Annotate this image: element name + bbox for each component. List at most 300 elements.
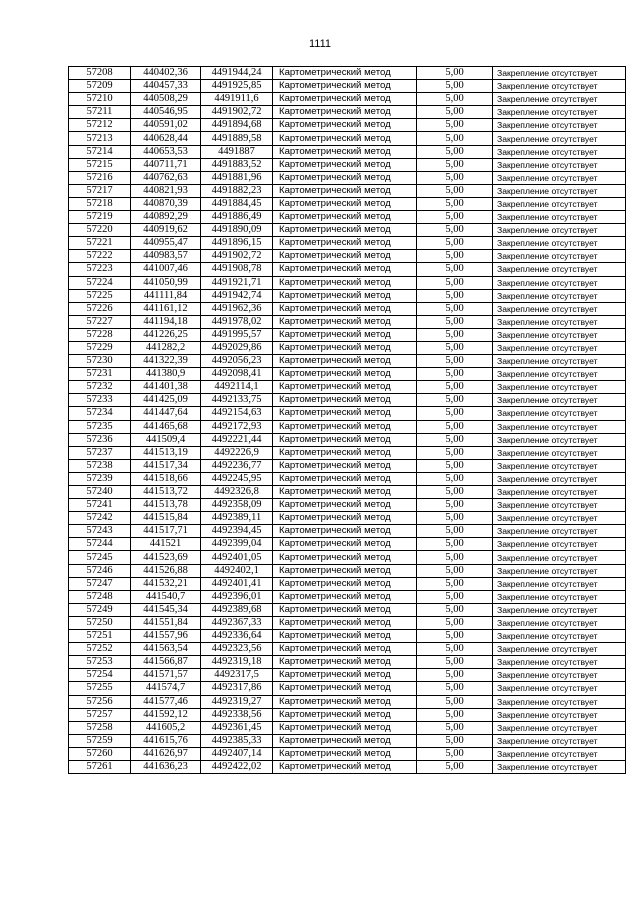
y-coordinate-cell: 4491884,45: [201, 197, 273, 210]
y-coordinate-cell: 4492319,18: [201, 656, 273, 669]
fixing-note-cell: Закрепление отсутствует: [493, 263, 626, 276]
method-cell: Картометрический метод: [273, 315, 417, 328]
y-coordinate-cell: 4492361,45: [201, 721, 273, 734]
point-number-cell: 57254: [69, 669, 131, 682]
accuracy-cell: 5,00: [417, 512, 493, 525]
point-number-cell: 57253: [69, 656, 131, 669]
fixing-note-cell: Закрепление отсутствует: [493, 355, 626, 368]
y-coordinate-cell: 4492319,27: [201, 695, 273, 708]
fixing-note-cell: Закрепление отсутствует: [493, 564, 626, 577]
point-number-cell: 57230: [69, 355, 131, 368]
fixing-note-cell: Закрепление отсутствует: [493, 171, 626, 184]
x-coordinate-cell: 440711,71: [131, 158, 201, 171]
point-number-cell: 57216: [69, 171, 131, 184]
x-coordinate-cell: 441626,97: [131, 747, 201, 760]
point-number-cell: 57215: [69, 158, 131, 171]
x-coordinate-cell: 441574,7: [131, 682, 201, 695]
x-coordinate-cell: 441540,7: [131, 590, 201, 603]
x-coordinate-cell: 441517,71: [131, 525, 201, 538]
y-coordinate-cell: 4492358,09: [201, 499, 273, 512]
accuracy-cell: 5,00: [417, 211, 493, 224]
y-coordinate-cell: 4491911,6: [201, 93, 273, 106]
x-coordinate-cell: 441545,34: [131, 603, 201, 616]
y-coordinate-cell: 4491978,02: [201, 315, 273, 328]
fixing-note-cell: Закрепление отсутствует: [493, 695, 626, 708]
table-row: [69, 512, 626, 525]
point-number-cell: 57237: [69, 446, 131, 459]
method-cell: Картометрический метод: [273, 499, 417, 512]
fixing-note-cell: Закрепление отсутствует: [493, 747, 626, 760]
point-number-cell: 57210: [69, 93, 131, 106]
point-number-cell: 57234: [69, 407, 131, 420]
fixing-note-cell: Закрепление отсутствует: [493, 499, 626, 512]
y-coordinate-cell: 4492422,02: [201, 760, 273, 773]
point-number-cell: 57233: [69, 394, 131, 407]
fixing-note-cell: Закрепление отсутствует: [493, 551, 626, 564]
y-coordinate-cell: 4492394,45: [201, 525, 273, 538]
table-row: [69, 302, 626, 315]
coordinates-table-body: [69, 67, 626, 774]
x-coordinate-cell: 441515,84: [131, 512, 201, 525]
fixing-note-cell: Закрепление отсутствует: [493, 734, 626, 747]
point-number-cell: 57258: [69, 721, 131, 734]
accuracy-cell: 5,00: [417, 734, 493, 747]
point-number-cell: 57208: [69, 67, 131, 80]
point-number-cell: 57236: [69, 433, 131, 446]
table-row: [69, 184, 626, 197]
point-number-cell: 57228: [69, 328, 131, 341]
x-coordinate-cell: 441563,54: [131, 643, 201, 656]
fixing-note-cell: Закрепление отсутствует: [493, 237, 626, 250]
point-number-cell: 57217: [69, 184, 131, 197]
point-number-cell: 57249: [69, 603, 131, 616]
x-coordinate-cell: 441513,72: [131, 486, 201, 499]
method-cell: Картометрический метод: [273, 171, 417, 184]
fixing-note-cell: Закрепление отсутствует: [493, 394, 626, 407]
fixing-note-cell: Закрепление отсутствует: [493, 420, 626, 433]
y-coordinate-cell: 4491942,74: [201, 289, 273, 302]
accuracy-cell: 5,00: [417, 747, 493, 760]
x-coordinate-cell: 440821,93: [131, 184, 201, 197]
fixing-note-cell: Закрепление отсутствует: [493, 721, 626, 734]
method-cell: Картометрический метод: [273, 250, 417, 263]
fixing-note-cell: Закрепление отсутствует: [493, 302, 626, 315]
accuracy-cell: 5,00: [417, 184, 493, 197]
y-coordinate-cell: 4491925,85: [201, 80, 273, 93]
x-coordinate-cell: 441111,84: [131, 289, 201, 302]
y-coordinate-cell: 4491887: [201, 145, 273, 158]
table-row: [69, 525, 626, 538]
table-row: [69, 250, 626, 263]
x-coordinate-cell: 441282,2: [131, 341, 201, 354]
table-row: [69, 747, 626, 760]
fixing-note-cell: Закрепление отсутствует: [493, 158, 626, 171]
table-row: [69, 276, 626, 289]
table-row: [69, 171, 626, 184]
table-row: [69, 158, 626, 171]
point-number-cell: 57214: [69, 145, 131, 158]
accuracy-cell: 5,00: [417, 721, 493, 734]
accuracy-cell: 5,00: [417, 341, 493, 354]
table-row: [69, 433, 626, 446]
y-coordinate-cell: 4491883,52: [201, 158, 273, 171]
accuracy-cell: 5,00: [417, 132, 493, 145]
accuracy-cell: 5,00: [417, 381, 493, 394]
x-coordinate-cell: 441194,18: [131, 315, 201, 328]
table-row: [69, 355, 626, 368]
x-coordinate-cell: 441401,38: [131, 381, 201, 394]
accuracy-cell: 5,00: [417, 472, 493, 485]
y-coordinate-cell: 4491902,72: [201, 106, 273, 119]
y-coordinate-cell: 4491962,36: [201, 302, 273, 315]
point-number-cell: 57219: [69, 211, 131, 224]
table-row: [69, 486, 626, 499]
x-coordinate-cell: 441557,96: [131, 630, 201, 643]
table-row: [69, 682, 626, 695]
table-row: [69, 616, 626, 629]
point-number-cell: 57244: [69, 538, 131, 551]
y-coordinate-cell: 4492407,14: [201, 747, 273, 760]
point-number-cell: 57255: [69, 682, 131, 695]
method-cell: Картометрический метод: [273, 145, 417, 158]
y-coordinate-cell: 4491881,96: [201, 171, 273, 184]
table-row: [69, 420, 626, 433]
y-coordinate-cell: 4492396,01: [201, 590, 273, 603]
table-row: [69, 237, 626, 250]
method-cell: Картометрический метод: [273, 106, 417, 119]
fixing-note-cell: Закрепление отсутствует: [493, 512, 626, 525]
method-cell: Картометрический метод: [273, 472, 417, 485]
method-cell: Картометрический метод: [273, 564, 417, 577]
method-cell: Картометрический метод: [273, 158, 417, 171]
fixing-note-cell: Закрепление отсутствует: [493, 643, 626, 656]
point-number-cell: 57239: [69, 472, 131, 485]
method-cell: Картометрический метод: [273, 67, 417, 80]
accuracy-cell: 5,00: [417, 263, 493, 276]
fixing-note-cell: Закрепление отсутствует: [493, 760, 626, 773]
method-cell: Картометрический метод: [273, 197, 417, 210]
accuracy-cell: 5,00: [417, 630, 493, 643]
method-cell: Картометрический метод: [273, 577, 417, 590]
point-number-cell: 57220: [69, 224, 131, 237]
x-coordinate-cell: 440653,53: [131, 145, 201, 158]
fixing-note-cell: Закрепление отсутствует: [493, 145, 626, 158]
x-coordinate-cell: 440892,29: [131, 211, 201, 224]
method-cell: Картометрический метод: [273, 80, 417, 93]
x-coordinate-cell: 441615,76: [131, 734, 201, 747]
y-coordinate-cell: 4492029,86: [201, 341, 273, 354]
y-coordinate-cell: 4492401,05: [201, 551, 273, 564]
fixing-note-cell: Закрепление отсутствует: [493, 250, 626, 263]
point-number-cell: 57240: [69, 486, 131, 499]
point-number-cell: 57250: [69, 616, 131, 629]
x-coordinate-cell: 440402,36: [131, 67, 201, 80]
accuracy-cell: 5,00: [417, 93, 493, 106]
point-number-cell: 57221: [69, 237, 131, 250]
method-cell: Картометрический метод: [273, 381, 417, 394]
point-number-cell: 57211: [69, 106, 131, 119]
accuracy-cell: 5,00: [417, 616, 493, 629]
fixing-note-cell: Закрепление отсутствует: [493, 197, 626, 210]
method-cell: Картометрический метод: [273, 459, 417, 472]
table-row: [69, 643, 626, 656]
fixing-note-cell: Закрепление отсутствует: [493, 67, 626, 80]
point-number-cell: 57218: [69, 197, 131, 210]
method-cell: Картометрический метод: [273, 211, 417, 224]
accuracy-cell: 5,00: [417, 171, 493, 184]
method-cell: Картометрический метод: [273, 616, 417, 629]
method-cell: Картометрический метод: [273, 433, 417, 446]
fixing-note-cell: Закрепление отсутствует: [493, 119, 626, 132]
method-cell: Картометрический метод: [273, 302, 417, 315]
fixing-note-cell: Закрепление отсутствует: [493, 669, 626, 682]
x-coordinate-cell: 441425,09: [131, 394, 201, 407]
method-cell: Картометрический метод: [273, 643, 417, 656]
y-coordinate-cell: 4492172,93: [201, 420, 273, 433]
point-number-cell: 57242: [69, 512, 131, 525]
table-row: [69, 224, 626, 237]
y-coordinate-cell: 4491902,72: [201, 250, 273, 263]
y-coordinate-cell: 4492399,04: [201, 538, 273, 551]
y-coordinate-cell: 4492401,41: [201, 577, 273, 590]
accuracy-cell: 5,00: [417, 708, 493, 721]
method-cell: Картометрический метод: [273, 355, 417, 368]
point-number-cell: 57213: [69, 132, 131, 145]
y-coordinate-cell: 4492133,75: [201, 394, 273, 407]
table-row: [69, 67, 626, 80]
accuracy-cell: 5,00: [417, 486, 493, 499]
accuracy-cell: 5,00: [417, 603, 493, 616]
accuracy-cell: 5,00: [417, 394, 493, 407]
table-row: [69, 499, 626, 512]
point-number-cell: 57245: [69, 551, 131, 564]
method-cell: Картометрический метод: [273, 224, 417, 237]
x-coordinate-cell: 440870,39: [131, 197, 201, 210]
accuracy-cell: 5,00: [417, 224, 493, 237]
table-row: [69, 564, 626, 577]
point-number-cell: 57261: [69, 760, 131, 773]
method-cell: Картометрический метод: [273, 328, 417, 341]
method-cell: Картометрический метод: [273, 93, 417, 106]
table-row: [69, 315, 626, 328]
y-coordinate-cell: 4492245,95: [201, 472, 273, 485]
fixing-note-cell: Закрепление отсутствует: [493, 211, 626, 224]
fixing-note-cell: Закрепление отсутствует: [493, 682, 626, 695]
method-cell: Картометрический метод: [273, 669, 417, 682]
accuracy-cell: 5,00: [417, 407, 493, 420]
y-coordinate-cell: 4492098,41: [201, 368, 273, 381]
table-row: [69, 760, 626, 773]
y-coordinate-cell: 4492338,56: [201, 708, 273, 721]
fixing-note-cell: Закрепление отсутствует: [493, 341, 626, 354]
fixing-note-cell: Закрепление отсутствует: [493, 276, 626, 289]
x-coordinate-cell: 441513,19: [131, 446, 201, 459]
accuracy-cell: 5,00: [417, 80, 493, 93]
table-row: [69, 721, 626, 734]
y-coordinate-cell: 4491886,49: [201, 211, 273, 224]
y-coordinate-cell: 4492389,68: [201, 603, 273, 616]
table-row: [69, 328, 626, 341]
method-cell: Картометрический метод: [273, 512, 417, 525]
accuracy-cell: 5,00: [417, 446, 493, 459]
point-number-cell: 57235: [69, 420, 131, 433]
x-coordinate-cell: 441226,25: [131, 328, 201, 341]
x-coordinate-cell: 441380,9: [131, 368, 201, 381]
x-coordinate-cell: 440546,95: [131, 106, 201, 119]
point-number-cell: 57241: [69, 499, 131, 512]
accuracy-cell: 5,00: [417, 368, 493, 381]
x-coordinate-cell: 441566,87: [131, 656, 201, 669]
y-coordinate-cell: 4492114,1: [201, 381, 273, 394]
fixing-note-cell: Закрепление отсутствует: [493, 93, 626, 106]
y-coordinate-cell: 4491894,68: [201, 119, 273, 132]
method-cell: Картометрический метод: [273, 590, 417, 603]
y-coordinate-cell: 4492221,44: [201, 433, 273, 446]
table-row: [69, 472, 626, 485]
accuracy-cell: 5,00: [417, 67, 493, 80]
fixing-note-cell: Закрепление отсутствует: [493, 656, 626, 669]
x-coordinate-cell: 441526,88: [131, 564, 201, 577]
x-coordinate-cell: 441571,57: [131, 669, 201, 682]
table-row: [69, 341, 626, 354]
x-coordinate-cell: 441007,46: [131, 263, 201, 276]
point-number-cell: 57229: [69, 341, 131, 354]
accuracy-cell: 5,00: [417, 328, 493, 341]
fixing-note-cell: Закрепление отсутствует: [493, 590, 626, 603]
fixing-note-cell: Закрепление отсутствует: [493, 446, 626, 459]
accuracy-cell: 5,00: [417, 197, 493, 210]
accuracy-cell: 5,00: [417, 682, 493, 695]
accuracy-cell: 5,00: [417, 656, 493, 669]
point-number-cell: 57232: [69, 381, 131, 394]
fixing-note-cell: Закрепление отсутствует: [493, 486, 626, 499]
table-row: [69, 551, 626, 564]
fixing-note-cell: Закрепление отсутствует: [493, 459, 626, 472]
fixing-note-cell: Закрепление отсутствует: [493, 328, 626, 341]
x-coordinate-cell: 440919,62: [131, 224, 201, 237]
accuracy-cell: 5,00: [417, 760, 493, 773]
x-coordinate-cell: 441161,12: [131, 302, 201, 315]
y-coordinate-cell: 4491908,78: [201, 263, 273, 276]
method-cell: Картометрический метод: [273, 734, 417, 747]
method-cell: Картометрический метод: [273, 420, 417, 433]
accuracy-cell: 5,00: [417, 525, 493, 538]
table-row: [69, 106, 626, 119]
point-number-cell: 57226: [69, 302, 131, 315]
accuracy-cell: 5,00: [417, 643, 493, 656]
point-number-cell: 57246: [69, 564, 131, 577]
accuracy-cell: 5,00: [417, 119, 493, 132]
method-cell: Картометрический метод: [273, 237, 417, 250]
method-cell: Картометрический метод: [273, 721, 417, 734]
fixing-note-cell: Закрепление отсутствует: [493, 184, 626, 197]
accuracy-cell: 5,00: [417, 538, 493, 551]
table-row: [69, 211, 626, 224]
point-number-cell: 57247: [69, 577, 131, 590]
fixing-note-cell: Закрепление отсутствует: [493, 603, 626, 616]
table-row: [69, 381, 626, 394]
accuracy-cell: 5,00: [417, 106, 493, 119]
method-cell: Картометрический метод: [273, 682, 417, 695]
x-coordinate-cell: 440457,33: [131, 80, 201, 93]
table-row: [69, 669, 626, 682]
method-cell: Картометрический метод: [273, 656, 417, 669]
table-row: [69, 145, 626, 158]
y-coordinate-cell: 4491921,71: [201, 276, 273, 289]
fixing-note-cell: Закрепление отсутствует: [493, 132, 626, 145]
x-coordinate-cell: 441636,23: [131, 760, 201, 773]
x-coordinate-cell: 440628,44: [131, 132, 201, 145]
method-cell: Картометрический метод: [273, 525, 417, 538]
accuracy-cell: 5,00: [417, 564, 493, 577]
accuracy-cell: 5,00: [417, 237, 493, 250]
x-coordinate-cell: 441447,64: [131, 407, 201, 420]
table-row: [69, 656, 626, 669]
fixing-note-cell: Закрепление отсутствует: [493, 315, 626, 328]
table-row: [69, 603, 626, 616]
table-row: [69, 80, 626, 93]
accuracy-cell: 5,00: [417, 276, 493, 289]
x-coordinate-cell: 441592,12: [131, 708, 201, 721]
x-coordinate-cell: 440762,63: [131, 171, 201, 184]
method-cell: Картометрический метод: [273, 760, 417, 773]
y-coordinate-cell: 4492402,1: [201, 564, 273, 577]
method-cell: Картометрический метод: [273, 263, 417, 276]
y-coordinate-cell: 4491944,24: [201, 67, 273, 80]
table-row: [69, 119, 626, 132]
point-number-cell: 57223: [69, 263, 131, 276]
fixing-note-cell: Закрепление отсутствует: [493, 616, 626, 629]
y-coordinate-cell: 4492236,77: [201, 459, 273, 472]
fixing-note-cell: Закрепление отсутствует: [493, 538, 626, 551]
point-number-cell: 57238: [69, 459, 131, 472]
y-coordinate-cell: 4491896,15: [201, 237, 273, 250]
point-number-cell: 57227: [69, 315, 131, 328]
accuracy-cell: 5,00: [417, 250, 493, 263]
method-cell: Картометрический метод: [273, 695, 417, 708]
fixing-note-cell: Закрепление отсутствует: [493, 381, 626, 394]
table-row: [69, 590, 626, 603]
x-coordinate-cell: 441532,21: [131, 577, 201, 590]
table-row: [69, 263, 626, 276]
table-row: [69, 93, 626, 106]
x-coordinate-cell: 441521: [131, 538, 201, 551]
accuracy-cell: 5,00: [417, 355, 493, 368]
method-cell: Картометрический метод: [273, 289, 417, 302]
method-cell: Картометрический метод: [273, 446, 417, 459]
table-row: [69, 132, 626, 145]
fixing-note-cell: Закрепление отсутствует: [493, 368, 626, 381]
table-row: [69, 368, 626, 381]
accuracy-cell: 5,00: [417, 315, 493, 328]
accuracy-cell: 5,00: [417, 420, 493, 433]
method-cell: Картометрический метод: [273, 708, 417, 721]
y-coordinate-cell: 4492389,11: [201, 512, 273, 525]
method-cell: Картометрический метод: [273, 630, 417, 643]
table-row: [69, 459, 626, 472]
y-coordinate-cell: 4491890,09: [201, 224, 273, 237]
y-coordinate-cell: 4492226,9: [201, 446, 273, 459]
point-number-cell: 57251: [69, 630, 131, 643]
table-row: [69, 538, 626, 551]
fixing-note-cell: Закрепление отсутствует: [493, 577, 626, 590]
x-coordinate-cell: 441577,46: [131, 695, 201, 708]
y-coordinate-cell: 4491995,57: [201, 328, 273, 341]
fixing-note-cell: Закрепление отсутствует: [493, 106, 626, 119]
method-cell: Картометрический метод: [273, 747, 417, 760]
y-coordinate-cell: 4492385,33: [201, 734, 273, 747]
accuracy-cell: 5,00: [417, 158, 493, 171]
